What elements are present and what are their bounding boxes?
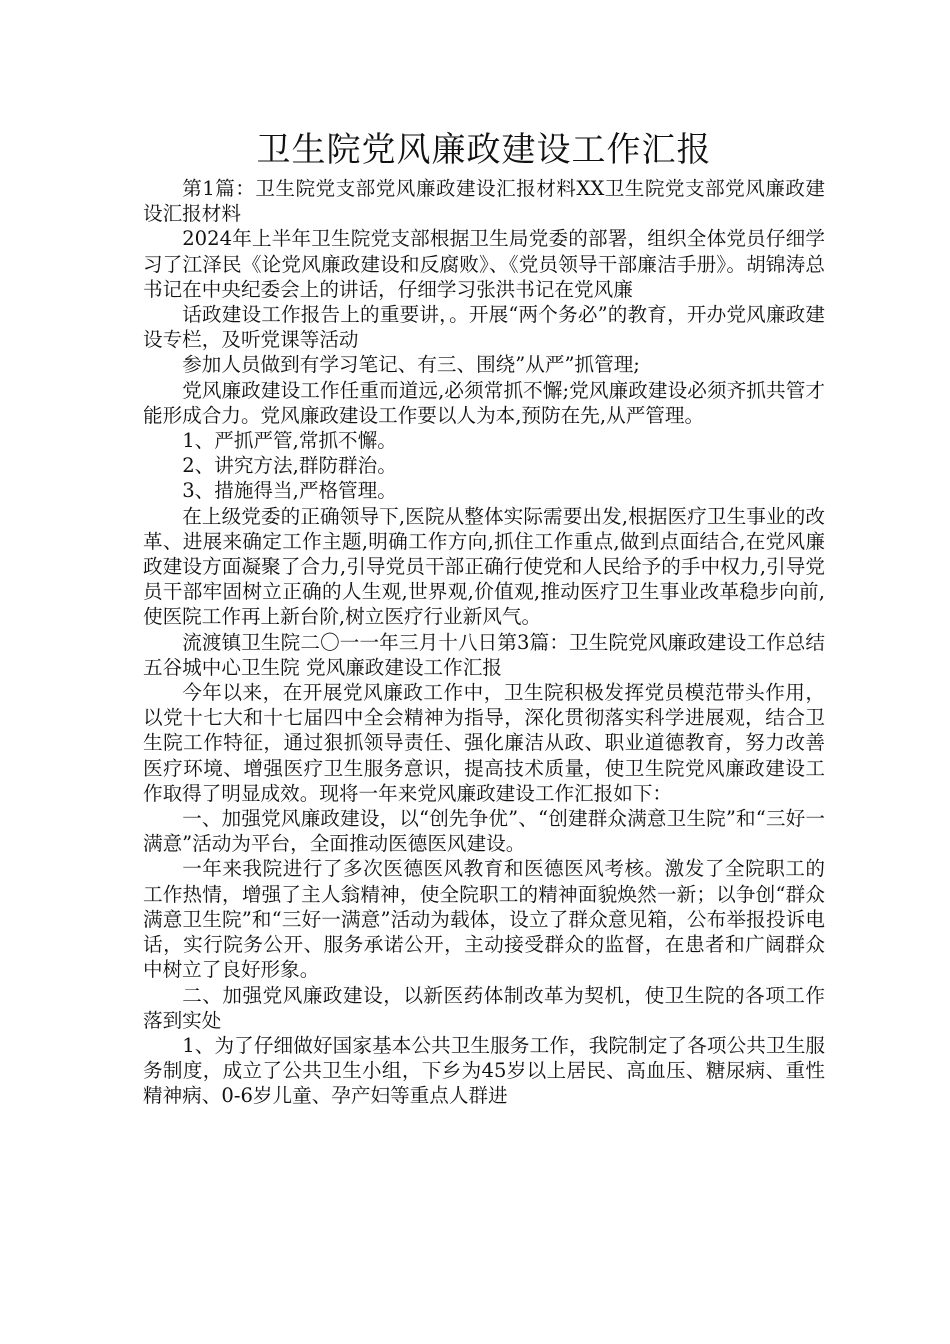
document-page — [143, 126, 825, 1109]
paragraph-12: 一、加强党风廉政建设，以“创先争优”、“创建群众满意卫生院”和“三好一满意”活动为平台，全面推动医德医风建设。 — [143, 807, 825, 856]
paragraph-1: 第1篇：卫生院党支部党风廉政建设汇报材料XX卫生院党支部党风廉政建设汇报材料 — [143, 177, 825, 226]
paragraph-10: 流渡镇卫生院二〇一一年三月十八日第3篇：卫生院党风廉政建设工作总结五谷城中心卫生院 党风廉政建设工作汇报 — [143, 630, 825, 679]
paragraph-7: 2、讲究方法,群防群治。 — [182, 454, 397, 478]
paragraph-3: 话政建设工作报告上的重要讲，。开展“两个务必”的教育，开办党风廉政建设专栏，及听党课等活动 — [143, 303, 825, 352]
paragraph-13: 一年来我院进行了多次医德医风教育和医德医风考核。激发了全院职工的工作热情，增强了主人翁精神，使全院职工的精神面貌焕然一新；以争创“群众满意卫生院”和“三好一满意”活动为载体，设立了群众意见箱，公布举报投诉电话，实行院务公开、服务承诺公开，主动接受群众的监督，在患者和广阔群众中树立了良好形象。 — [143, 857, 825, 982]
paragraph-6: 1、严抓严管,常抓不懈。 — [182, 429, 397, 453]
paragraph-2: 2024年上半年卫生院党支部根据卫生局党委的部署，组织全体党员仔细学习了江泽民《论党风廉政建设和反腐败》、《党员领导干部廉洁手册》。胡锦涛总书记在中央纪委会上的讲话，仔细学习张洪书记在党风廉 — [143, 227, 825, 301]
paragraph-5: 党风廉政建设工作任重而道远,必须常抓不懈;党风廉政建设必须齐抓共管才能形成合力。党风廉政建设工作要以人为本,预防在先,从严管理。 — [143, 378, 825, 427]
paragraph-11: 今年以来，在开展党风廉政工作中，卫生院积极发挥党员模范带头作用，以党十七大和十七届四中全会精神为指导，深化贯彻落实科学进展观，结合卫生院工作特征，通过狠抓领导责任、强化廉洁从政、职业道德教育，努力改善医疗环境、增强医疗卫生服务意识，提高技术质量，使卫生院党风廉政建设工作取得了明显成效。现将一年来党风廉政建设工作汇报如下： — [143, 681, 825, 805]
paragraph-9: 在上级党委的正确领导下,医院从整体实际需要出发,根据医疗卫生事业的改革、进展来确定工作主题,明确工作方向,抓住工作重点,做到点面结合,在党风廉政建设方面凝聚了合力,引导党员干部正确行使党和人民给予的手中权力,引导党员干部牢固树立正确的人生观,世界观,价值观,推动医疗卫生事业改革稳步向前,使医院工作再上新台阶,树立医疗行业新风气。 — [143, 504, 825, 629]
paragraph-4: 参加人员做到有学习笔记、有三、围绕”从严”抓管理; — [182, 353, 640, 377]
document-title: 卫生院党风廉政建设工作汇报 — [256, 130, 712, 170]
paragraph-14: 二、加强党风廉政建设，以新医药体制改革为契机，使卫生院的各项工作落到实处 — [143, 983, 825, 1032]
paragraph-15: 1、为了仔细做好国家基本公共卫生服务工作，我院制定了各项公共卫生服务制度，成立了公共卫生小组，下乡为45岁以上居民、高血压、糖尿病、重性精神病、0-6岁儿童、孕产妇等重点人群进 — [143, 1033, 825, 1108]
paragraph-8: 3、措施得当,严格管理。 — [182, 479, 397, 503]
